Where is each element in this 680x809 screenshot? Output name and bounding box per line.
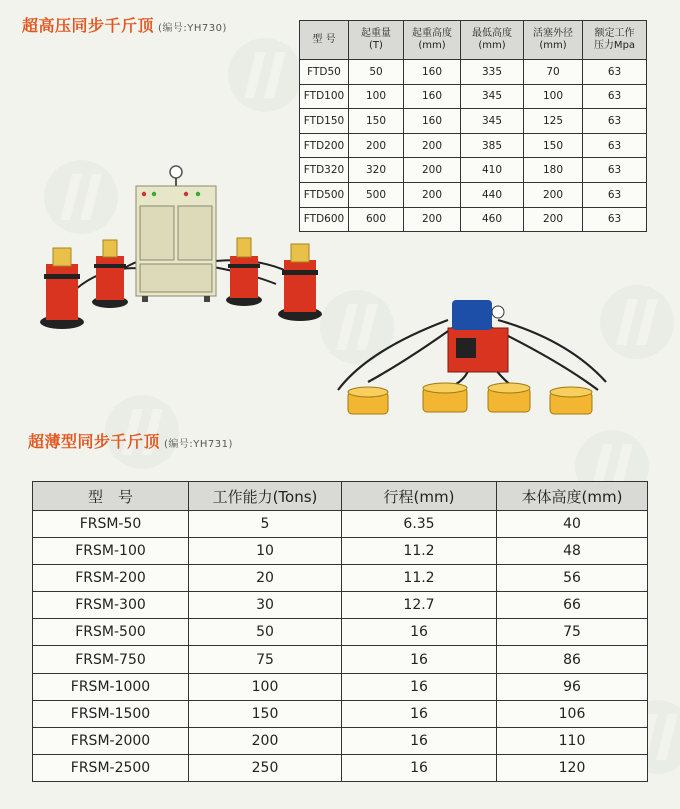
header-cell: 本体高度(mm) [497,482,648,511]
cell: 110 [497,727,648,754]
cell: 50 [189,619,342,646]
cell: 10 [189,538,342,565]
cell: 75 [497,619,648,646]
cell: 250 [189,754,342,781]
cell: 63 [583,60,647,85]
cell: 100 [524,84,583,109]
cell: 100 [349,84,404,109]
table-row [33,754,648,781]
red-hydraulic-jack [92,240,128,308]
cell: 440 [461,182,524,207]
cell: 160 [404,60,461,85]
cell: 56 [497,565,648,592]
frsm-spec-table [32,481,648,782]
table-row [33,511,648,538]
table-row [300,182,647,207]
cell: 345 [461,109,524,134]
table-row [300,60,647,85]
cell: 63 [583,84,647,109]
cell: 50 [349,60,404,85]
cell: FRSM-750 [33,646,189,673]
section2-code: (编号:YH731) [164,439,233,450]
header-cell: 活塞外径 (mm) [524,21,583,60]
table-row [33,700,648,727]
cell: FTD150 [300,109,349,134]
cell: 150 [349,109,404,134]
cell: 63 [583,158,647,183]
cell: 200 [404,133,461,158]
table-row [33,646,648,673]
header-cell: 型 号 [300,21,349,60]
cell: 63 [583,133,647,158]
cell: 200 [189,727,342,754]
header-cell: 额定工作 压力Mpa [583,21,647,60]
cell: 200 [404,207,461,232]
cell: 180 [524,158,583,183]
cell: FRSM-50 [33,511,189,538]
table-row [33,565,648,592]
synchronous-jack-system-photo [36,164,336,336]
cell: 11.2 [342,565,497,592]
cell: 160 [404,84,461,109]
cell: 16 [342,700,497,727]
cell: FRSM-2000 [33,727,189,754]
cell: 40 [497,511,648,538]
cell: FRSM-300 [33,592,189,619]
cell: 63 [583,207,647,232]
table-row [300,109,647,134]
cell: 150 [524,133,583,158]
cell: 16 [342,619,497,646]
cell: 6.35 [342,511,497,538]
cell: 75 [189,646,342,673]
cell: 30 [189,592,342,619]
ftd-spec-table [299,20,647,232]
yellow-thin-jack [348,387,388,414]
cell: FTD600 [300,207,349,232]
cell: 100 [189,673,342,700]
table-header-row [33,482,648,511]
cell: FRSM-2500 [33,754,189,781]
cell: 160 [404,109,461,134]
header-cell: 工作能力(Tons) [189,482,342,511]
watermark-logo [600,285,674,359]
section1-code: (编号:YH730) [158,23,227,34]
cell: FTD320 [300,158,349,183]
cell: 96 [497,673,648,700]
cell: 63 [583,182,647,207]
cell: FRSM-500 [33,619,189,646]
table-row [33,619,648,646]
cell: FRSM-100 [33,538,189,565]
cell: 11.2 [342,538,497,565]
table-row [33,673,648,700]
red-hydraulic-jack [226,238,262,306]
table-row [300,84,647,109]
yellow-thin-jack [488,383,530,412]
table-row [300,133,647,158]
cell: 320 [349,158,404,183]
yellow-thin-jack [423,383,467,412]
table-row [300,207,647,232]
header-cell: 行程(mm) [342,482,497,511]
cell: 200 [524,207,583,232]
cell: FRSM-1500 [33,700,189,727]
cell: 200 [524,182,583,207]
table-header-row [300,21,647,60]
cell: 48 [497,538,648,565]
section2-title: 超薄型同步千斤顶 (编号:YH731) [28,432,233,451]
cell: 125 [524,109,583,134]
control-cabinet [136,166,216,302]
header-cell: 最低高度 (mm) [461,21,524,60]
table-row [33,727,648,754]
cell: 410 [461,158,524,183]
cell: 20 [189,565,342,592]
table-row [300,158,647,183]
red-hydraulic-jack [278,244,322,321]
cell: 5 [189,511,342,538]
cell: FTD500 [300,182,349,207]
table-row [33,592,648,619]
watermark-logo [228,38,302,112]
cell: 86 [497,646,648,673]
cell: 120 [497,754,648,781]
table-row [33,538,648,565]
yellow-thin-jack [550,387,592,414]
red-hydraulic-jack [40,248,84,329]
cell: 66 [497,592,648,619]
cell: 460 [461,207,524,232]
electric-pump [448,300,508,372]
header-cell: 型 号 [33,482,189,511]
header-cell: 起重高度 (mm) [404,21,461,60]
cell: 63 [583,109,647,134]
cell: 12.7 [342,592,497,619]
cell: 200 [404,182,461,207]
thin-jack-system-photo [328,290,608,420]
cell: 335 [461,60,524,85]
cell: 70 [524,60,583,85]
cell: FTD50 [300,60,349,85]
cell: 500 [349,182,404,207]
header-cell: 起重量 (T) [349,21,404,60]
cell: FTD200 [300,133,349,158]
cell: 106 [497,700,648,727]
cell: 200 [404,158,461,183]
cell: 16 [342,727,497,754]
cell: FTD100 [300,84,349,109]
cell: 345 [461,84,524,109]
cell: 150 [189,700,342,727]
cell: FRSM-1000 [33,673,189,700]
cell: FRSM-200 [33,565,189,592]
cell: 200 [349,133,404,158]
cell: 16 [342,673,497,700]
cell: 16 [342,646,497,673]
cell: 600 [349,207,404,232]
cell: 385 [461,133,524,158]
cell: 16 [342,754,497,781]
section1-title: 超高压同步千斤顶 (编号:YH730) [22,16,227,35]
